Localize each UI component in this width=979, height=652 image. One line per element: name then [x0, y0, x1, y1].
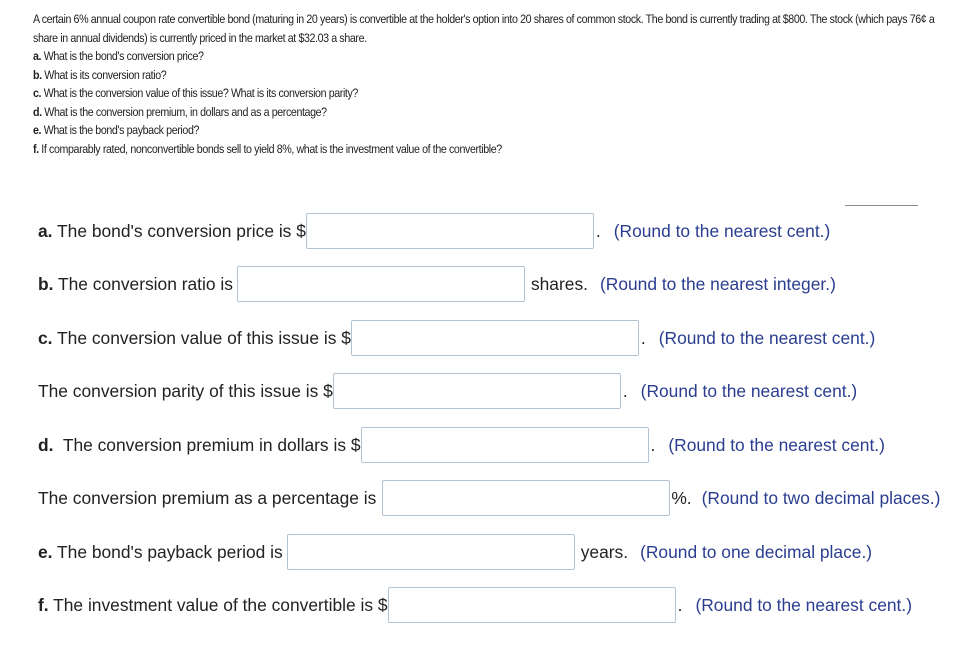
answer-label: [38, 221, 306, 242]
payback-period-input[interactable]: [287, 534, 575, 570]
question-text: What is its conversion ratio?: [41, 67, 167, 82]
premium-dollars-input[interactable]: [361, 427, 649, 463]
answer-letter: a.: [38, 220, 53, 241]
problem-intro-line-2: share in annual dividends) is currently priced in the market at $32.03 a share.: [33, 30, 367, 45]
answer-letter: b.: [38, 273, 54, 294]
question-c: [33, 84, 847, 103]
answer-row-premium-percentage: [38, 480, 940, 516]
question-text: What is the bond's payback period?: [41, 123, 200, 137]
answer-row-payback-period: [38, 534, 872, 570]
answer-row-conversion-ratio: [38, 266, 836, 302]
question-letter: a.: [33, 49, 42, 63]
answer-label: [38, 595, 388, 616]
answer-label-text: The bond's conversion price is $: [52, 220, 306, 241]
rounding-hint: (Round to the nearest cent.): [640, 380, 858, 401]
answer-label: [38, 542, 283, 563]
rounding-hint: (Round to the nearest cent.): [695, 594, 912, 615]
rounding-hint: (Round to the nearest cent.): [613, 220, 831, 241]
divider-line: [845, 205, 918, 206]
answer-row-conversion-value: [38, 320, 875, 356]
conversion-ratio-input[interactable]: [237, 266, 525, 302]
question-letter: f.: [33, 141, 39, 156]
question-text: If comparably rated, nonconvertible bonds sell to yield 8%, what is the investment value of the convertible?: [38, 141, 502, 156]
question-text: What is the conversion premium, in dollars and as a percentage?: [41, 104, 327, 119]
question-letter: c.: [33, 86, 42, 100]
answer-label-text: The conversion parity of this issue is $: [38, 380, 333, 401]
question-e: [33, 121, 847, 140]
answer-suffix: .: [640, 327, 646, 348]
answer-row-conversion-parity: [38, 373, 857, 409]
question-d: [33, 103, 847, 122]
answer-label-text: The conversion value of this issue is $: [52, 327, 351, 348]
answer-row-premium-dollars: [38, 427, 885, 463]
answer-label-text: The investment value of the convertible is $: [48, 594, 388, 615]
answer-label: [38, 274, 233, 295]
rounding-hint: (Round to the nearest cent.): [668, 434, 885, 455]
question-letter: e.: [33, 123, 42, 137]
answer-suffix: .: [650, 434, 656, 455]
conversion-value-input[interactable]: [351, 320, 639, 356]
problem-intro-line-1: A certain 6% annual coupon rate convertible bond (maturing in 20 years) is convertible at the holder's option into 20 shares of common stock. The bond is currently trading at $800. The stock (which pays 76¢ a: [33, 12, 935, 26]
answer-label-text: The conversion ratio is: [53, 273, 233, 294]
investment-value-input[interactable]: [388, 587, 676, 623]
answer-letter: e.: [38, 541, 53, 562]
answer-suffix: .: [595, 220, 601, 241]
answer-letter: c.: [38, 327, 53, 348]
question-b: [33, 66, 847, 85]
question-text: What is the conversion value of this issue? What is its conversion parity?: [41, 86, 358, 100]
answer-letter: d.: [38, 434, 54, 455]
answer-row-conversion-price: [38, 213, 830, 249]
problem-statement: [33, 10, 935, 158]
premium-percentage-input[interactable]: [382, 480, 670, 516]
question-a: [33, 47, 847, 66]
answer-row-investment-value: [38, 587, 912, 623]
rounding-hint: (Round to the nearest integer.): [599, 273, 836, 294]
rounding-hint: (Round to one decimal place.): [640, 541, 873, 562]
conversion-parity-input[interactable]: [333, 373, 621, 409]
rounding-hint: (Round to two decimal places.): [701, 487, 941, 508]
problem-intro: [33, 10, 979, 47]
question-text: What is the bond's conversion price?: [41, 49, 204, 63]
answer-suffix: %.: [671, 487, 692, 508]
answer-letter: f.: [38, 594, 49, 615]
answer-suffix: shares.: [530, 273, 588, 294]
rounding-hint: (Round to the nearest cent.): [658, 327, 876, 348]
question-f: [33, 140, 847, 159]
question-letter: b.: [33, 67, 42, 82]
answer-label-text: The conversion premium in dollars is $: [53, 434, 361, 455]
answer-label: [38, 328, 351, 349]
question-letter: d.: [33, 104, 42, 119]
conversion-price-input[interactable]: [306, 213, 594, 249]
answer-label-text: The bond's payback period is: [52, 541, 283, 562]
answer-label-text: The conversion premium as a percentage is: [38, 487, 377, 508]
answer-label: [38, 435, 361, 456]
answer-suffix: .: [677, 594, 683, 615]
answer-suffix: .: [622, 380, 628, 401]
answer-suffix: years.: [580, 541, 629, 562]
